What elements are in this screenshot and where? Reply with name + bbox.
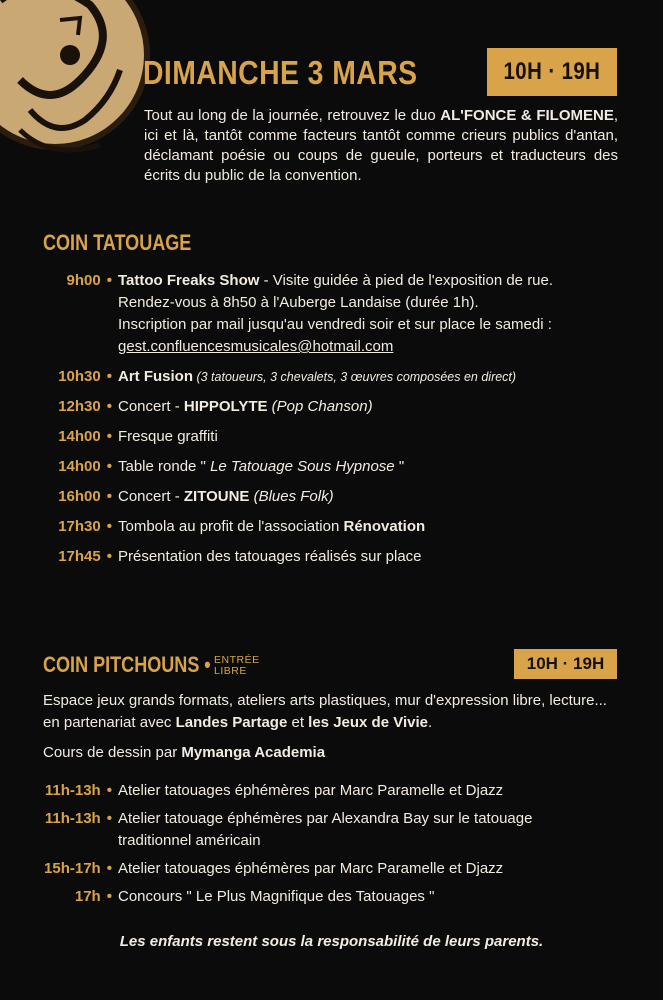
duo-name: AL'FONCE & FILOMENE xyxy=(440,107,614,124)
page-title: DIMANCHE 3 MARS xyxy=(143,54,418,91)
schedule-row: 17h45 • Présentation des tatouages réalisés sur place xyxy=(58,548,422,565)
schedule-row: 11h-13h • Atelier tatouage éphémères par Alexandra Bay sur le tatouage traditionnel américain xyxy=(44,810,533,849)
schedule-tatouage xyxy=(0,270,663,568)
schedule-row: 10h30 • Art Fusion (3 tatoueurs, 3 chevalets, 3 œuvres composées en direct) xyxy=(58,368,517,385)
schedule-row: 14h00 • Fresque graffiti xyxy=(58,428,218,445)
schedule-row: 16h00 • Concert - ZITOUNE (Blues Folk) xyxy=(58,488,334,505)
schedule-row: 14h00 • Table ronde " Le Tatouage Sous Hypnose " xyxy=(58,458,405,475)
time-badge-pitchouns: 10H · 19H xyxy=(514,649,617,679)
time-badge: 10H · 19H xyxy=(487,48,617,96)
schedule-row: 11h-13h • Atelier tatouages éphémères par Marc Paramelle et Djazz xyxy=(44,782,504,799)
pitchouns-description: Espace jeux grands formats, ateliers arts plastiques, mur d'expression libre, lecture... en partenariat avec Landes Partage et les Jeux de Vivie. xyxy=(43,692,607,731)
schedule-row: 12h30 • Concert - HIPPOLYTE (Pop Chanson) xyxy=(58,398,373,415)
schedule-row: 17h30 • Tombola au profit de l'association Rénovation xyxy=(58,518,426,535)
schedule-pitchouns xyxy=(0,780,663,908)
entree-libre-label: ENTRÉE LIBRE xyxy=(214,654,260,677)
schedule-row: 15h-17h • Atelier tatouages éphémères par Marc Paramelle et Djazz xyxy=(44,860,504,877)
header xyxy=(143,48,623,98)
schedule-row: 17h • Concours " Le Plus Magnifique des Tatouages " xyxy=(74,888,435,905)
footer-note: Les enfants restent sous la responsabilité de leurs parents. xyxy=(119,933,544,950)
email-link[interactable]: gest.confluencesmusicales@hotmail.com xyxy=(118,338,394,355)
intro-paragraph: Tout au long de la journée, retrouvez le duo AL'FONCE & FILOMENE, ici et là, tantôt comme facteurs tantôt comme crieurs publics d'antan, déclamant poésie ou coups de gueule, porteurs et traducteurs des écrits du public de la convention. xyxy=(144,107,618,184)
tattoo-illustration xyxy=(0,0,150,180)
section-title-tatouage: COIN TATOUAGE xyxy=(43,230,192,255)
section-title-pitchouns: COIN PITCHOUNS • xyxy=(43,652,211,677)
schedule-row: 9h00 • Tattoo Freaks Show - Visite guidée à pied de l'exposition de rue. Rendez-vous à 8h50 à l'Auberge Landaise (durée 1h). Inscription par mail jusqu'au vendredi soir et sur place le samedi : gest.confluencesmusicales@hotmail.com xyxy=(66,272,554,355)
cours-dessin: Cours de dessin par Mymanga Academia xyxy=(43,744,326,761)
